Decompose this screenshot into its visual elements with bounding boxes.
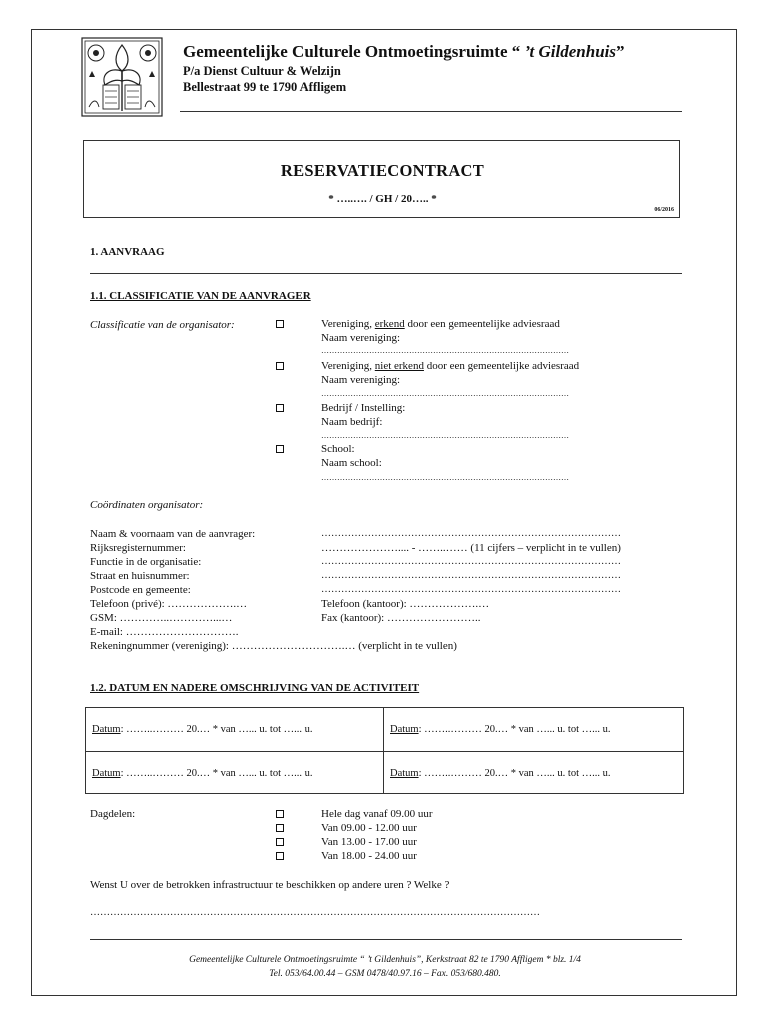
field-email[interactable]: E-mail: …………………………. [90, 626, 239, 638]
subsection-heading-datum: 1.2. DATUM EN NADERE OMSCHRIJVING VAN DE ACTIVITEIT [90, 682, 420, 694]
subsection-heading-classificatie: 1.1. CLASSIFICATIE VAN DE AANVRAGER [90, 290, 311, 302]
checkbox-school[interactable] [276, 445, 284, 453]
option-vereniging-erkend: Vereniging, erkend door een gemeentelijke adviesraad [321, 318, 560, 330]
date-table [85, 707, 684, 794]
field-telefoon-prive[interactable]: Telefoon (privé): ……………….… [90, 598, 248, 610]
coordinates-label: Coördinaten organisator: [90, 499, 204, 511]
other-hours-answer-field[interactable]: ……………………………………………………………………………………………………………………… [90, 907, 540, 918]
footer-address: Gemeentelijke Culturele Ontmoetingsruimte “ ’t Gildenhuis”, Kerkstraat 82 te 1790 Affligem * blz. 1/4 [189, 955, 581, 965]
option-namiddag: Van 13.00 - 17.00 uur [321, 836, 417, 848]
field-gsm[interactable]: GSM: …………..…………...… [90, 612, 233, 624]
fill-in-field[interactable]: ………………………………………………………………………………… [321, 346, 569, 355]
field-label-functie: Functie in de organisatie: [90, 556, 202, 568]
option-vereniging-niet-erkend: Vereniging, niet erkend door een gemeentelijke adviesraad [321, 360, 580, 372]
gildenhuis-crest-logo [81, 37, 163, 117]
fill-in-field[interactable]: ………………………………………………………………………………… [321, 473, 569, 482]
footer-divider [90, 939, 682, 940]
checkbox-vereniging-erkend[interactable] [276, 320, 284, 328]
option-school: School: [321, 443, 355, 455]
name-label: Naam school: [321, 457, 382, 469]
option-bedrijf-instelling: Bedrijf / Instelling: [321, 402, 406, 414]
checkbox-hele-dag[interactable] [276, 810, 284, 818]
date-cell[interactable]: Datum: ……..……… 20.… * van …... u. tot …... u. [92, 768, 313, 779]
header-divider [180, 111, 682, 112]
field-input-postcode[interactable]: ……………………………………………………………………………… [321, 584, 621, 595]
field-input-functie[interactable]: ……………………………………………………………………………… [321, 556, 621, 567]
checkbox-voormiddag[interactable] [276, 824, 284, 832]
dagdelen-label: Dagdelen: [90, 808, 136, 820]
field-telefoon-kantoor[interactable]: Telefoon (kantoor): ……………….… [321, 598, 490, 610]
field-rekeningnummer[interactable]: Rekeningnummer (vereniging): ………………………….… (verplicht in te vullen) [90, 640, 457, 652]
option-avond: Van 18.00 - 24.00 uur [321, 850, 417, 862]
footer-contact: Tel. 053/64.00.44 – GSM 0478/40.97.16 – Fax. 053/680.480. [269, 969, 501, 979]
checkbox-vereniging-niet-erkend[interactable] [276, 362, 284, 370]
organisation-department: P/a Dienst Cultuur & Welzijn [183, 64, 341, 78]
section-divider [90, 273, 682, 274]
field-label-postcode: Postcode en gemeente: [90, 584, 191, 596]
field-input-rijksregisternummer[interactable]: ………………….... - ……..…… (11 cijfers – verplicht in te vullen) [321, 542, 621, 554]
field-label-straat: Straat en huisnummer: [90, 570, 190, 582]
contract-number: * …..…. / GH / 20….. * [328, 193, 437, 205]
name-label: Naam vereniging: [321, 332, 401, 344]
option-hele-dag: Hele dag vanaf 09.00 uur [321, 808, 433, 820]
checkbox-avond[interactable] [276, 852, 284, 860]
fill-in-field[interactable]: ………………………………………………………………………………… [321, 389, 569, 398]
name-label: Naam bedrijf: [321, 416, 383, 428]
checkbox-bedrijf-instelling[interactable] [276, 404, 284, 412]
field-input-naam[interactable]: ……………………………………………………………………………… [321, 528, 621, 539]
section-heading-aanvraag: 1. AANVRAAG [90, 246, 165, 258]
option-voormiddag: Van 09.00 - 12.00 uur [321, 822, 417, 834]
field-fax-kantoor[interactable]: Fax (kantoor): …………………….. [321, 612, 481, 624]
checkbox-namiddag[interactable] [276, 838, 284, 846]
field-label-naam: Naam & voornaam van de aanvrager: [90, 528, 256, 540]
date-cell[interactable]: Datum: ……..……… 20.… * van …... u. tot …... u. [390, 724, 611, 735]
organisation-address: Bellestraat 99 te 1790 Affligem [183, 80, 347, 94]
other-hours-question: Wenst U over de betrokken infrastructuur te beschikken op andere uren ? Welke ? [90, 879, 450, 891]
contract-title-box [83, 140, 680, 218]
form-version-code: 06/2016 [654, 207, 674, 213]
classification-label: Classificatie van de organisator: [90, 319, 235, 331]
field-input-straat[interactable]: ……………………………………………………………………………… [321, 570, 621, 581]
fill-in-field[interactable]: ………………………………………………………………………………… [321, 431, 569, 440]
field-label-rijksregisternummer: Rijksregisternummer: [90, 542, 186, 554]
contract-title: RESERVATIECONTRACT [280, 161, 485, 180]
organisation-name: Gemeentelijke Culturele Ontmoetingsruimte “ ’t Gildenhuis” [183, 42, 625, 61]
date-cell[interactable]: Datum: ……..……… 20.… * van …... u. tot …... u. [390, 768, 611, 779]
name-label: Naam vereniging: [321, 374, 401, 386]
date-cell[interactable]: Datum: ……..……… 20.… * van …... u. tot …... u. [92, 724, 313, 735]
